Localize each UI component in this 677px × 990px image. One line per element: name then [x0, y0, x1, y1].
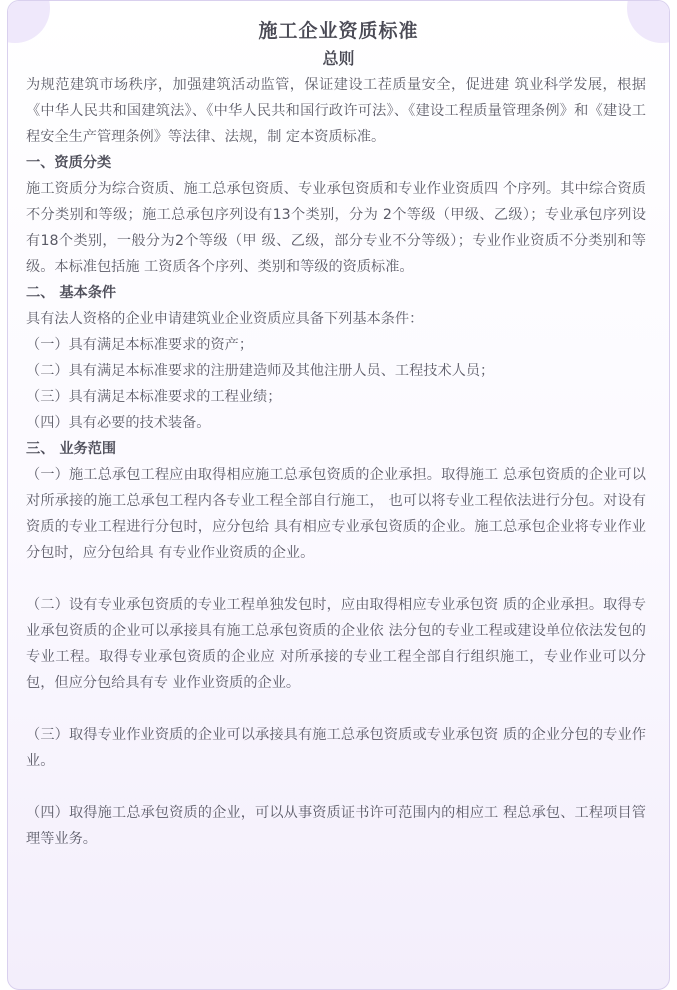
- document-title: 施工企业资质标准: [258, 20, 419, 42]
- paragraph-spacer: [26, 696, 646, 722]
- section-heading-basic-conditions: 二、 基本条件: [26, 285, 117, 301]
- document-subtitle: 总则: [322, 49, 355, 68]
- paragraph-spacer: [26, 774, 646, 800]
- condition-item: （二）具有满足本标准要求的注册建造师及其他注册人员、工程技术人员；: [26, 363, 495, 379]
- scope-paragraph: （二）设有专业承包资质的专业工程单独发包时，应由取得相应专业承包资 质的企业承担。取得专业承包资质的企业可以承接具有施工总承包资质的企业依 法分包的专业工程或建设单位依法发包的专业工程。取得专业承包资质的企业应 对所承接的专业工程全部自行组织施工，专业作业可以分包，但应分包给具有专 业作业资质的企业。: [26, 597, 646, 691]
- basic-conditions-intro: 具有法人资格的企业申请建筑业企业资质应具备下列基本条件：: [26, 311, 424, 327]
- scope-paragraph: （一）施工总承包工程应由取得相应施工总承包资质的企业承担。取得施工 总承包资质的企业可以对所承接的施工总承包工程内各专业工程全部自行施工， 也可以将专业工程依法进行分包。对设有资质的专业工程进行分包时，应分包给 具有相应专业承包资质的企业。施工总承包企业将专业作业分包时，应分包给具 有专业作业资质的企业。: [26, 467, 646, 561]
- section-heading-business-scope: 三、 业务范围: [26, 441, 117, 457]
- scope-paragraph: （四）取得施工总承包资质的企业，可以从事资质证书许可范围内的相应工 程总承包、工程项目管理等业务。: [26, 805, 646, 847]
- scope-paragraph: （三）取得专业作业资质的企业可以承接具有施工总承包资质或专业承包资 质的企业分包的专业作业。: [26, 727, 646, 769]
- section-heading-classification: 一、资质分类: [26, 155, 112, 171]
- condition-item: （三）具有满足本标准要求的工程业绩；: [26, 389, 282, 405]
- condition-item: （四）具有必要的技术装备。: [26, 415, 211, 431]
- condition-item: （一）具有满足本标准要求的资产；: [26, 337, 254, 353]
- document-card: [7, 0, 670, 990]
- classification-paragraph: 施工资质分为综合资质、施工总承包资质、专业承包资质和专业作业资质四 个序列。其中综合资质不分类别和等级；施工总承包序列设有13个类别，分为 2个等级（甲级、乙级）；专业承包序列设有18个类别，一般分为2个等级（甲 级、乙级，部分专业不分等级）；专业作业资质不分类别和等级。本标准包括施 工资质各个序列、类别和等级的资质标准。: [26, 181, 646, 275]
- document-body: [26, 72, 646, 852]
- intro-paragraph: 为规范建筑市场秩序，加强建筑活动监管，保证建设工茬质量安全，促进建 筑业科学发展，根据《中华人民共和国建筑法》、《中华人民共和国行政许可法》、《建设工程质量管理条例》和《建设工程安全生产管理条例》等法律、法规，制 定本资质标准。: [26, 77, 646, 145]
- paragraph-spacer: [26, 566, 646, 592]
